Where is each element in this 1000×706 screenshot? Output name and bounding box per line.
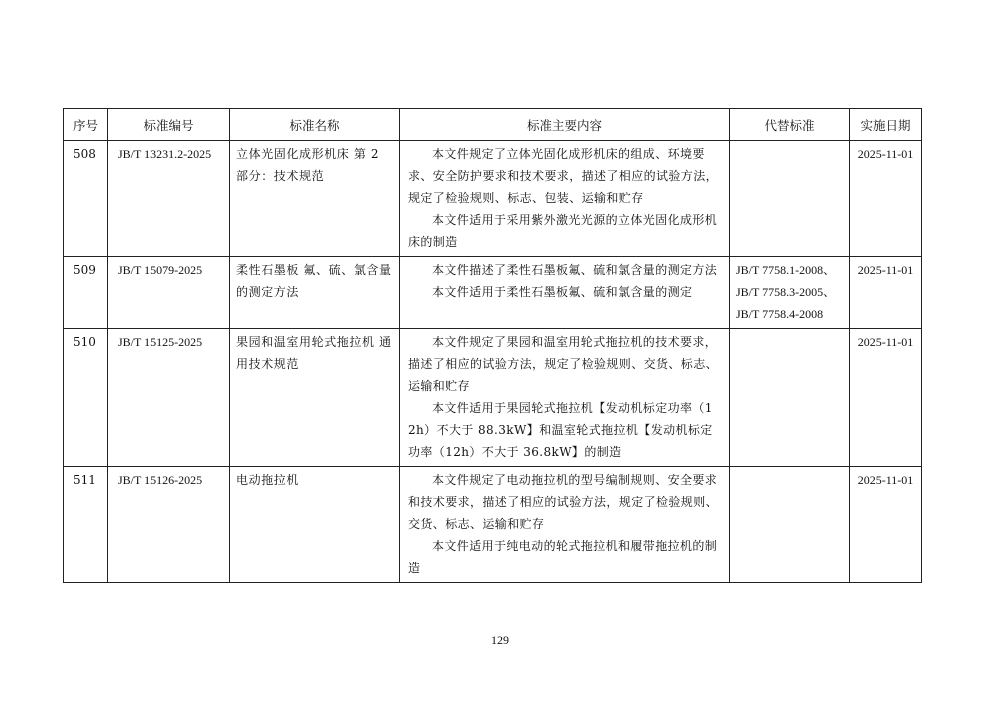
cell-seq: 510 [64,329,108,467]
cell-main-content [400,467,730,583]
replaced-standard-item: JB/T 7758.3-2005、 [736,285,836,299]
replaced-standard-item: JB/T 7758.1-2008、 [736,263,836,277]
cell-standard-name: 电动拖拉机 [230,467,400,583]
cell-seq: 508 [64,141,108,257]
cell-main-content [400,141,730,257]
cell-main-content [400,329,730,467]
cell-standard-name: 柔性石墨板 氟、硫、氯含量的测定方法 [230,257,400,329]
cell-replaced-standard [730,467,850,583]
content-paragraph: 本文件适用于柔性石墨板氟、硫和氯含量的测定 [432,285,693,299]
content-paragraph: 本文件适用于采用紫外激光光源的立体光固化成形机床的制造 [408,213,718,249]
cell-standard-code: JB/T 15126-2025 [108,467,230,583]
cell-seq: 511 [64,467,108,583]
cell-implementation-date: 2025-11-01 [850,257,922,329]
cell-standard-name: 果园和温室用轮式拖拉机 通用技术规范 [230,329,400,467]
table-row [64,141,922,257]
header-seq: 序号 [64,109,108,141]
header-standard-code: 标准编号 [108,109,230,141]
table-row [64,257,922,329]
standards-table [63,108,922,583]
header-implementation-date: 实施日期 [850,109,922,141]
cell-replaced-standard [730,329,850,467]
content-paragraph: 本文件规定了立体光固化成形机床的组成、环境要求、安全防护要求和技术要求，描述了相应的试验方法，规定了检验规则、标志、包装、运输和贮存 [408,147,719,205]
content-paragraph: 本文件适用于果园轮式拖拉机【发动机标定功率（12h）不大于 88.3kW】和温室轮式拖拉机【发动机标定功率（12h）不大于 36.8kW】的制造 [408,401,713,459]
content-paragraph: 本文件适用于纯电动的轮式拖拉机和履带拖拉机的制造 [408,539,718,575]
cell-main-content [400,257,730,329]
cell-implementation-date: 2025-11-01 [850,329,922,467]
cell-standard-code: JB/T 15079-2025 [108,257,230,329]
header-replaced-standard: 代替标准 [730,109,850,141]
content-paragraph: 本文件描述了柔性石墨板氟、硫和氯含量的测定方法 [432,263,718,277]
cell-seq: 509 [64,257,108,329]
cell-implementation-date: 2025-11-01 [850,141,922,257]
table-header-row [64,109,922,141]
content-paragraph: 本文件规定了果园和温室用轮式拖拉机的技术要求，描述了相应的试验方法，规定了检验规则、交货、标志、运输和贮存 [408,335,719,393]
header-main-content: 标准主要内容 [400,109,730,141]
cell-standard-name: 立体光固化成形机床 第 2 部分：技术规范 [230,141,400,257]
cell-implementation-date: 2025-11-01 [850,467,922,583]
table-row [64,329,922,467]
header-standard-name: 标准名称 [230,109,400,141]
table-row [64,467,922,583]
cell-standard-code: JB/T 13231.2-2025 [108,141,230,257]
cell-replaced-standard [730,257,850,329]
cell-standard-code: JB/T 15125-2025 [108,329,230,467]
replaced-standard-item: JB/T 7758.4-2008 [736,307,824,321]
page-number: 129 [491,633,509,647]
content-paragraph: 本文件规定了电动拖拉机的型号编制规则、安全要求和技术要求，描述了相应的试验方法，规定了检验规则、交货、标志、运输和贮存 [408,473,719,531]
cell-replaced-standard [730,141,850,257]
